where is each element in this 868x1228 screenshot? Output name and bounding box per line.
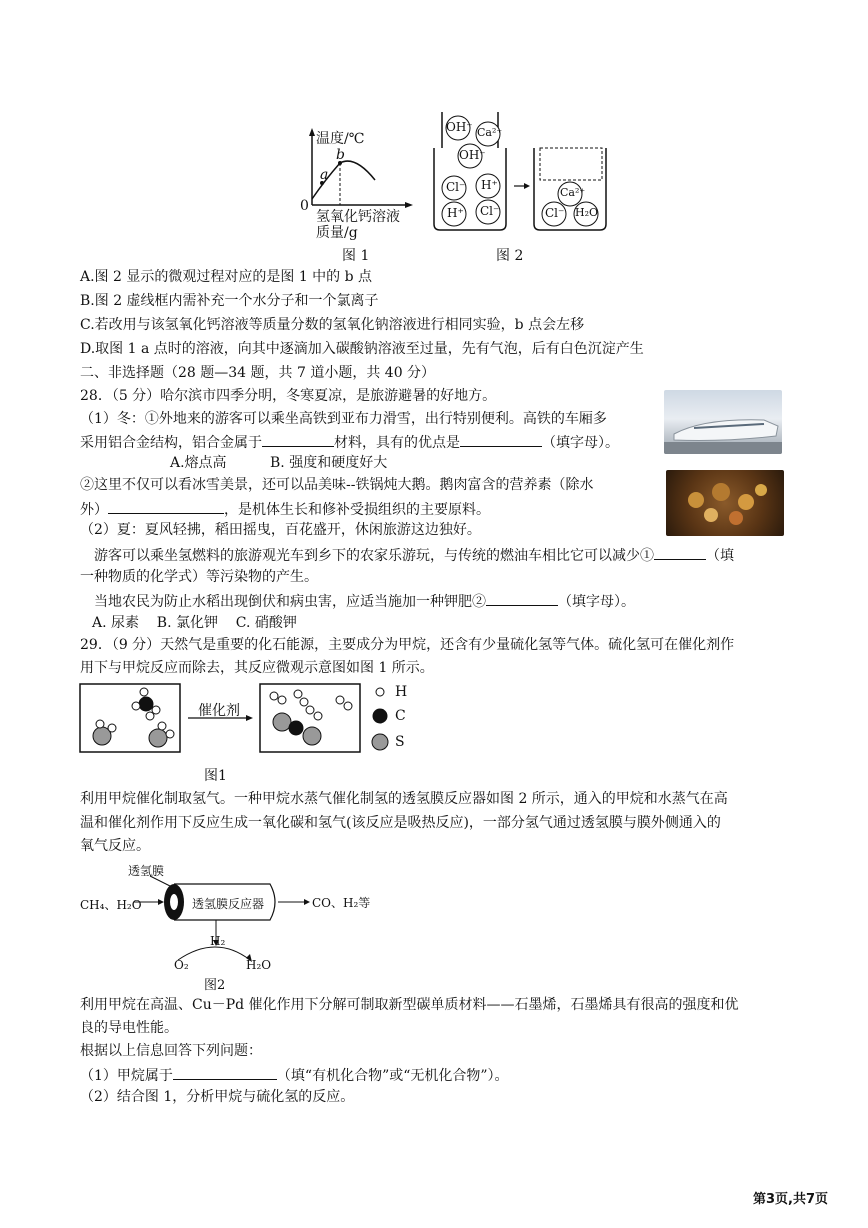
answer-blank-methane-type[interactable] (173, 1063, 277, 1080)
option-a: A.图 2 显示的微观过程对应的是图 1 中的 b 点 (80, 269, 373, 285)
page-number: 第3页,共7页 (752, 1192, 828, 1207)
q28-option-b: B. 强度和硬度好大 (270, 455, 388, 471)
membrane-label: 透氢膜 (128, 864, 165, 878)
q29-p2-line2: 温和催化剂作用下反应生成一氧化碳和氢气(该反应是吸热反应)，一部分氢气通过透氢膜与膜外侧通入的 (80, 815, 721, 831)
q28-intro: 28．（5 分）哈尔滨市四季分明，冬寒夏凉，是旅游避暑的好地方。 (80, 388, 497, 404)
input-label: CH₄、H₂O (80, 898, 142, 912)
q28-line8-a: 当地农民为防止水稻出现倒伏和病虫害，应适当施加一种钾肥② (94, 594, 486, 610)
ion-h-2: H⁺ (447, 206, 464, 220)
ion-cl-1: Cl⁻ (446, 180, 466, 194)
answer-blank-advantage[interactable] (460, 430, 542, 447)
fig1-ylabel: 温度/℃ (316, 131, 365, 147)
legend-c: C (395, 708, 406, 724)
fig1-origin: 0 (300, 198, 309, 214)
q28-option-a: A.熔点高 (170, 455, 227, 471)
q29-p2-line1: 利用甲烷催化制取氢气。一种甲烷水蒸气催化制氢的透氢膜反应器如图 2 所示，通入的甲烷和水蒸气在高 (80, 791, 728, 807)
q29-line1: 29．（9 分）天然气是重要的化石能源，主要成分为甲烷，还含有少量硫化氢等气体。硫化氢可在催化剂作 (80, 637, 735, 653)
ion-oh-2: OH⁻ (459, 148, 486, 162)
reaction-micro-diagram (78, 680, 418, 756)
q29-fig1-caption: 图1 (204, 768, 227, 784)
fig1-xlabel-1: 氢氧化钙溶液 (316, 209, 400, 225)
q29-q1-b: （填“有机化合物”或“无机化合物”）。 (276, 1068, 509, 1084)
catalyst-label: 催化剂 (198, 703, 240, 719)
molecule-h2o: H₂O (575, 206, 599, 219)
q28-line9: A. 尿素 B. 氯化钾 C. 硝酸钾 (92, 615, 297, 631)
reactor-label: 透氢膜反应器 (192, 897, 265, 911)
ion-cl-3: Cl⁻ (545, 206, 565, 220)
q28-line3: ②这里不仅可以看冰雪美景，还可以品美味--铁锅炖大鹅。鹅肉富含的营养素（除水 (80, 477, 594, 493)
q29-q1 (80, 1063, 509, 1087)
q28-line2 (80, 430, 619, 454)
q28-line6-b: （填 (706, 548, 734, 564)
q28-line2-b: 材料，具有的优点是 (334, 435, 460, 451)
legend-s: S (395, 734, 405, 750)
q28-line7: 一种物质的化学式）等污染物的产生。 (80, 569, 318, 585)
output-label: CO、H₂等 (312, 896, 371, 910)
fig2-caption: 图 2 (496, 248, 524, 264)
q29-line2: 用下与甲烷反应而除去，其反应微观示意图如图 1 所示。 (80, 660, 434, 676)
answer-blank-fertilizer[interactable] (486, 589, 558, 606)
ion-cl-2: Cl⁻ (480, 204, 500, 218)
q29-p4: 根据以上信息回答下列问题： (80, 1043, 262, 1059)
fig1-caption: 图 1 (342, 248, 370, 264)
q29-p3-line2: 良的导电性能。 (80, 1020, 178, 1036)
ion-oh-1: OH⁻ (446, 120, 473, 134)
q28-line4 (80, 497, 490, 521)
q28-line5: （2）夏：夏风轻拂，稻田摇曳，百花盛开，休闲旅游这边独好。 (80, 522, 481, 538)
fig1-point-b: b (336, 147, 345, 163)
q28-line6-a: 游客可以乘坐氢燃料的旅游观光车到乡下的农家乐游玩，与传统的燃油车相比它可以减少① (94, 548, 654, 564)
q28-line8 (94, 589, 635, 613)
section-title: 二、非选择题（28 题—34 题，共 7 道小题，共 40 分） (80, 365, 436, 381)
ion-ca-1: Ca²⁺ (477, 126, 503, 139)
option-c: C.若改用与该氢氧化钙溶液等质量分数的氢氧化钠溶液进行相同实验，b 点会左移 (80, 317, 585, 333)
iron-pot-goose-photo (666, 470, 784, 536)
q29-p3-line1: 利用甲烷在高温、Cu－Pd 催化作用下分解可制取新型碳单质材料——石墨烯，石墨烯具有很高的强度和优 (80, 997, 739, 1013)
option-b: B.图 2 虚线框内需补充一个水分子和一个氯离子 (80, 293, 379, 309)
answer-blank-material[interactable] (262, 430, 334, 447)
q29-p2-line3: 氧气反应。 (80, 838, 150, 854)
answer-blank-nutrient[interactable] (108, 497, 224, 514)
q28-line2-c: （填字母）。 (542, 435, 619, 451)
legend-h: H (395, 684, 408, 700)
ion-ca-2: Ca²⁺ (560, 186, 586, 199)
o2-label: O₂ (174, 958, 189, 972)
h2-label: H₂ (210, 934, 226, 948)
fig1-point-a: a (320, 167, 329, 183)
q29-fig2-caption: 图2 (204, 978, 226, 993)
ion-h-1: H⁺ (481, 178, 498, 192)
high-speed-train-photo (664, 390, 782, 454)
q28-line4-a: 外） (80, 502, 108, 518)
q28-line4-b: ，是机体生长和修补受损组织的主要原料。 (224, 502, 490, 518)
q29-q2: （2）结合图 1，分析甲烷与硫化氢的反应。 (80, 1089, 355, 1105)
q28-line6 (94, 543, 734, 567)
fig1-xlabel-2: 质量/g (316, 225, 358, 241)
option-d: D.取图 1 a 点时的溶液，向其中逐滴加入碳酸钠溶液至过量，先有气泡，后有白色沉淀产生 (80, 341, 644, 357)
h2o-label: H₂O (246, 958, 272, 972)
answer-blank-pollutant[interactable] (654, 543, 706, 560)
q28-line1: （1）冬：①外地来的游客可以乘坐高铁到亚布力滑雪，出行特别便利。高铁的车厢多 (80, 411, 607, 427)
q28-line2-a: 采用铝合金结构，铝合金属于 (80, 435, 262, 451)
q29-q1-a: （1）甲烷属于 (80, 1068, 173, 1084)
q28-line8-b: （填字母）。 (558, 594, 635, 610)
